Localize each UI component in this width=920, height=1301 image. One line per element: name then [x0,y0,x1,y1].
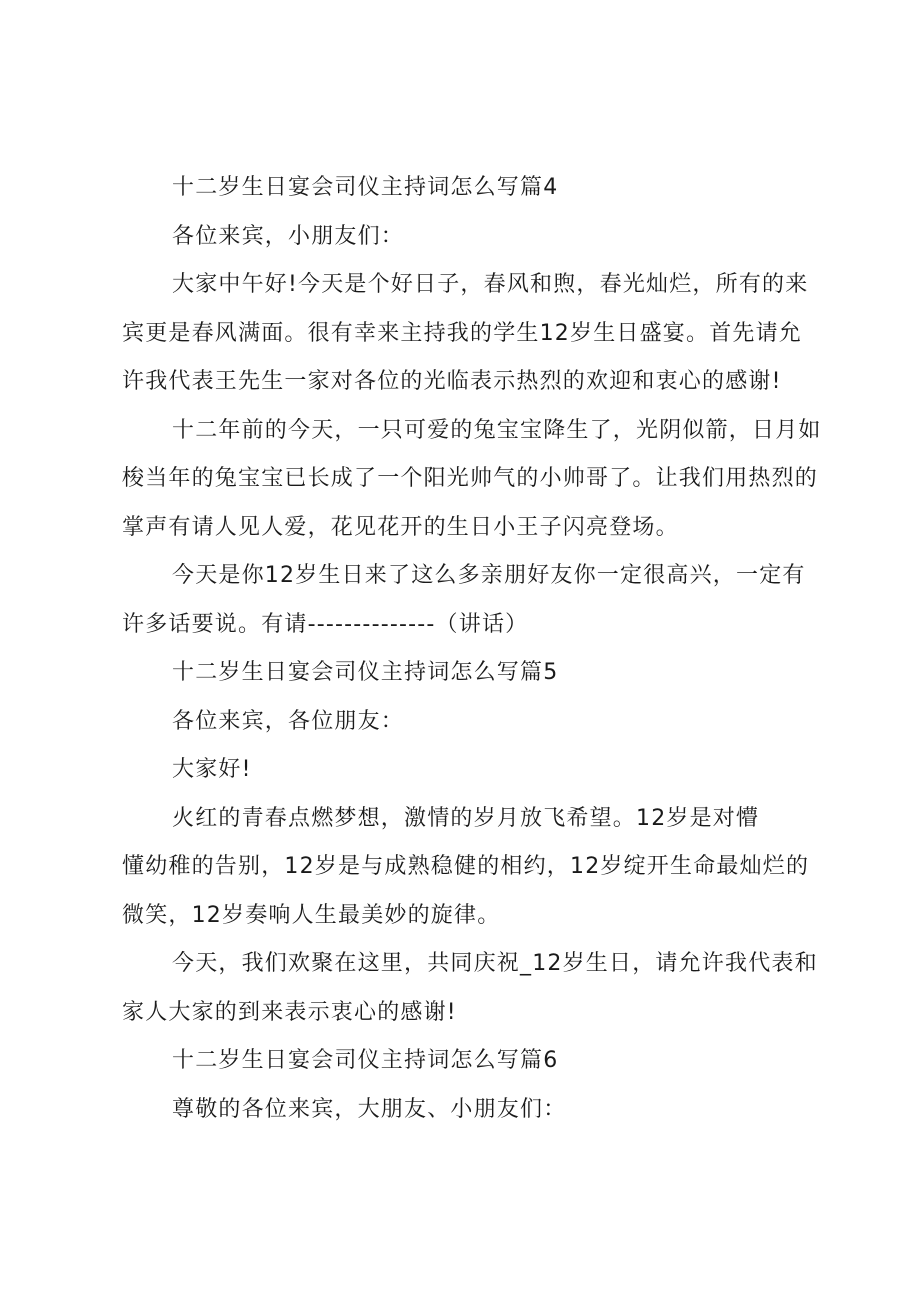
section-heading-5: 十二岁生日宴会司仪主持词怎么写篇5 [172,660,559,685]
body-paragraph-continuation: 懂幼稚的告别，12岁是与成熟稳健的相约，12岁绽开生命最灿烂的微笑，12岁奏响人生最美妙的旋律。 [122,854,810,928]
section-heading-4: 十二岁生日宴会司仪主持词怎么写篇4 [172,175,559,200]
greeting-paragraph: 各位来宾，各位朋友： [172,708,405,734]
document-body [122,164,822,1134]
greeting-paragraph: 尊敬的各位来宾，大朋友、小朋友们： [172,1096,567,1122]
greeting-paragraph: 各位来宾，小朋友们： [172,223,405,249]
body-paragraph: 火红的青春点燃梦想，激情的岁月放飞希望。12岁是对懵 [172,805,760,831]
body-paragraph: 大家中午好!今天是个好日子，春风和煦，春光灿烂，所有的来宾更是春风满面。很有幸来主持我的学生12岁生日盛宴。首先请允许我代表王先生一家对各位的光临表示热烈的欢迎和衷心的感谢! [122,272,809,394]
section-heading-6: 十二岁生日宴会司仪主持词怎么写篇6 [172,1048,559,1073]
body-paragraph: 十二年前的今天，一只可爱的兔宝宝降生了，光阴似箭，日月如梭当年的兔宝宝已长成了一个阳光帅气的小帅哥了。让我们用热烈的掌声有请人见人爱，花见花开的生日小王子闪亮登场。 [122,417,822,540]
body-paragraph: 今天是你12岁生日来了这么多亲朋好友你一定很高兴，一定有许多话要说。有请--------------（讲话） [122,563,806,637]
body-paragraph: 今天，我们欢聚在这里，共同庆祝_12岁生日，请允许我代表和家人大家的到来表示衷心的感谢! [122,951,818,1025]
body-paragraph: 大家好! [172,757,252,782]
